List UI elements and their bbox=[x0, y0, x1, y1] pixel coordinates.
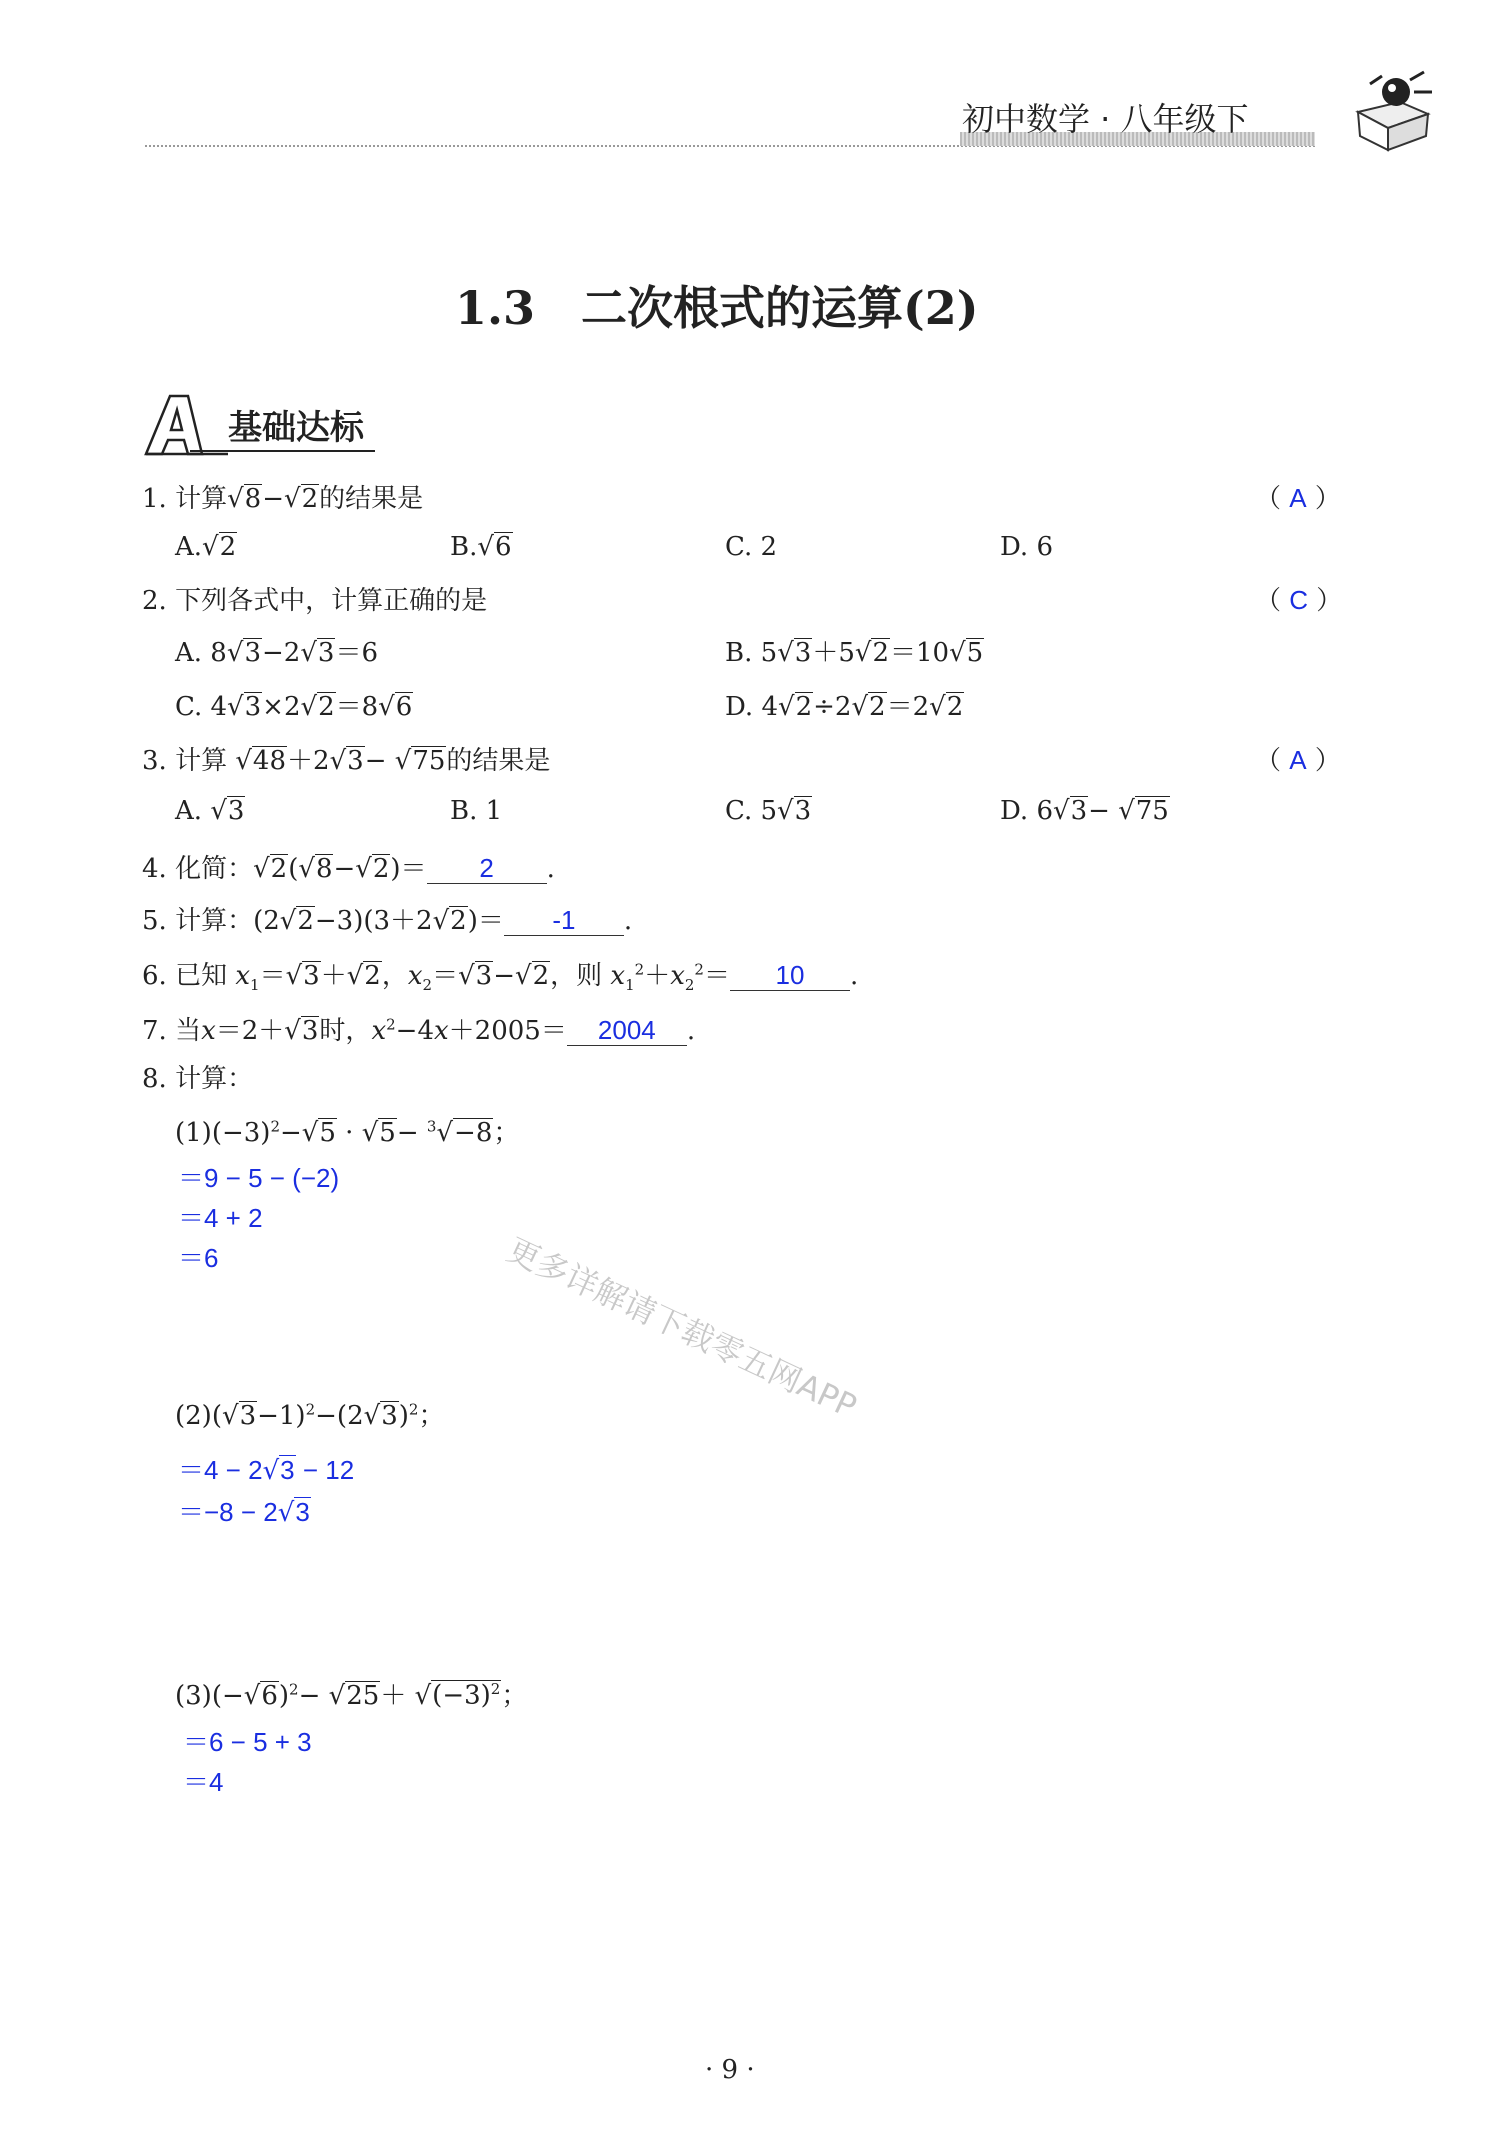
q8-part1-work-2: ＝4 + 2 bbox=[178, 1203, 263, 1233]
q3-option-b: B. 1 bbox=[450, 796, 503, 826]
q8-part3: $(3)(-√6)^2- √25+ √(-3)^2$； bbox=[175, 1680, 528, 1711]
section-label: 基础达标 bbox=[228, 408, 364, 448]
watermark: 更多详解请下载零五网APP bbox=[501, 1230, 863, 1426]
q5: 5. 计算：(2√2−3)(3＋2√2)＝ -1 . bbox=[142, 905, 633, 936]
q1-answer-slot: （ A ） bbox=[1255, 483, 1341, 514]
q7-answer: 2004 bbox=[567, 1015, 687, 1046]
mascot-icon bbox=[1340, 62, 1440, 152]
q1-stem: 1. 计算√8−√2的结果是 bbox=[142, 484, 424, 514]
q2-option-d: D. 4√2÷2√2＝2√2 bbox=[725, 692, 964, 722]
q3-option-a: A. √3 bbox=[175, 796, 245, 826]
page-title: 1.3 二次根式的运算(2) bbox=[455, 281, 979, 335]
q8-part1-work-1: ＝9 − 5 − (−2) bbox=[178, 1163, 340, 1193]
book-title: 初中数学 · 八年级下 bbox=[962, 100, 1249, 138]
q2-answer: C bbox=[1289, 585, 1309, 615]
q8-part1-work-3: ＝6 bbox=[178, 1243, 219, 1273]
q3-option-d: D. 6√3− √75 bbox=[1000, 796, 1169, 826]
q2-option-c: C. 4√3×2√2＝8√6 bbox=[175, 692, 413, 722]
q2-answer-slot: （ C ） bbox=[1255, 585, 1343, 616]
q6-answer: 10 bbox=[730, 960, 850, 991]
q1-option-d: D. 6 bbox=[1000, 532, 1053, 562]
q4: 4. 化简：√2(√8−√2)＝ 2 . bbox=[142, 853, 555, 884]
q4-answer: 2 bbox=[427, 853, 547, 884]
q2-stem: 2. 下列各式中，计算正确的是 bbox=[142, 586, 488, 616]
section-underline bbox=[190, 450, 375, 452]
q2-option-a: A. 8√3−2√3＝6 bbox=[175, 638, 378, 668]
q8-part2-work-1: ＝4 − 2√3 − 12 bbox=[178, 1455, 355, 1486]
page-number: · 9 · bbox=[705, 2055, 755, 2085]
q8-part3-work-1: ＝6 − 5 + 3 bbox=[183, 1727, 312, 1757]
q3-stem: 3. 计算 √48＋2√3− √75的结果是 bbox=[142, 746, 551, 776]
q1-option-c: C. 2 bbox=[725, 532, 778, 562]
q3-option-c: C. 5√3 bbox=[725, 796, 812, 826]
q1-option-a: A.√2 bbox=[175, 532, 237, 562]
q7: 7. 当x＝2＋√3时，$x^2-4x+2005= 2004$ . bbox=[142, 1015, 696, 1046]
q8-stem: 8. 计算： bbox=[142, 1064, 254, 1094]
q8-part2-work-2: ＝−8 − 2√3 bbox=[178, 1497, 310, 1528]
q2-option-b: B. 5√3＋5√2＝10√5 bbox=[725, 638, 984, 668]
q5-answer: -1 bbox=[504, 905, 624, 936]
q8-part2: $(2)(√3-1)^2-(2√3)^2$； bbox=[175, 1400, 445, 1431]
q1-answer: A bbox=[1289, 483, 1307, 513]
q6: 6. 已知 $x_1=√3+√2$，$x_2=√3-√2$，则 $x_1^2+x_2^2= 10$ . bbox=[142, 960, 859, 995]
q3-answer-slot: （ A ） bbox=[1255, 745, 1341, 776]
q1-option-b: B.√6 bbox=[450, 532, 512, 562]
q8-part1: $(1)(-3)^2-√5 \cdot √5- ^3√-8$； bbox=[175, 1117, 520, 1148]
q8-part3-work-2: ＝4 bbox=[183, 1767, 224, 1797]
q3-answer: A bbox=[1289, 745, 1307, 775]
